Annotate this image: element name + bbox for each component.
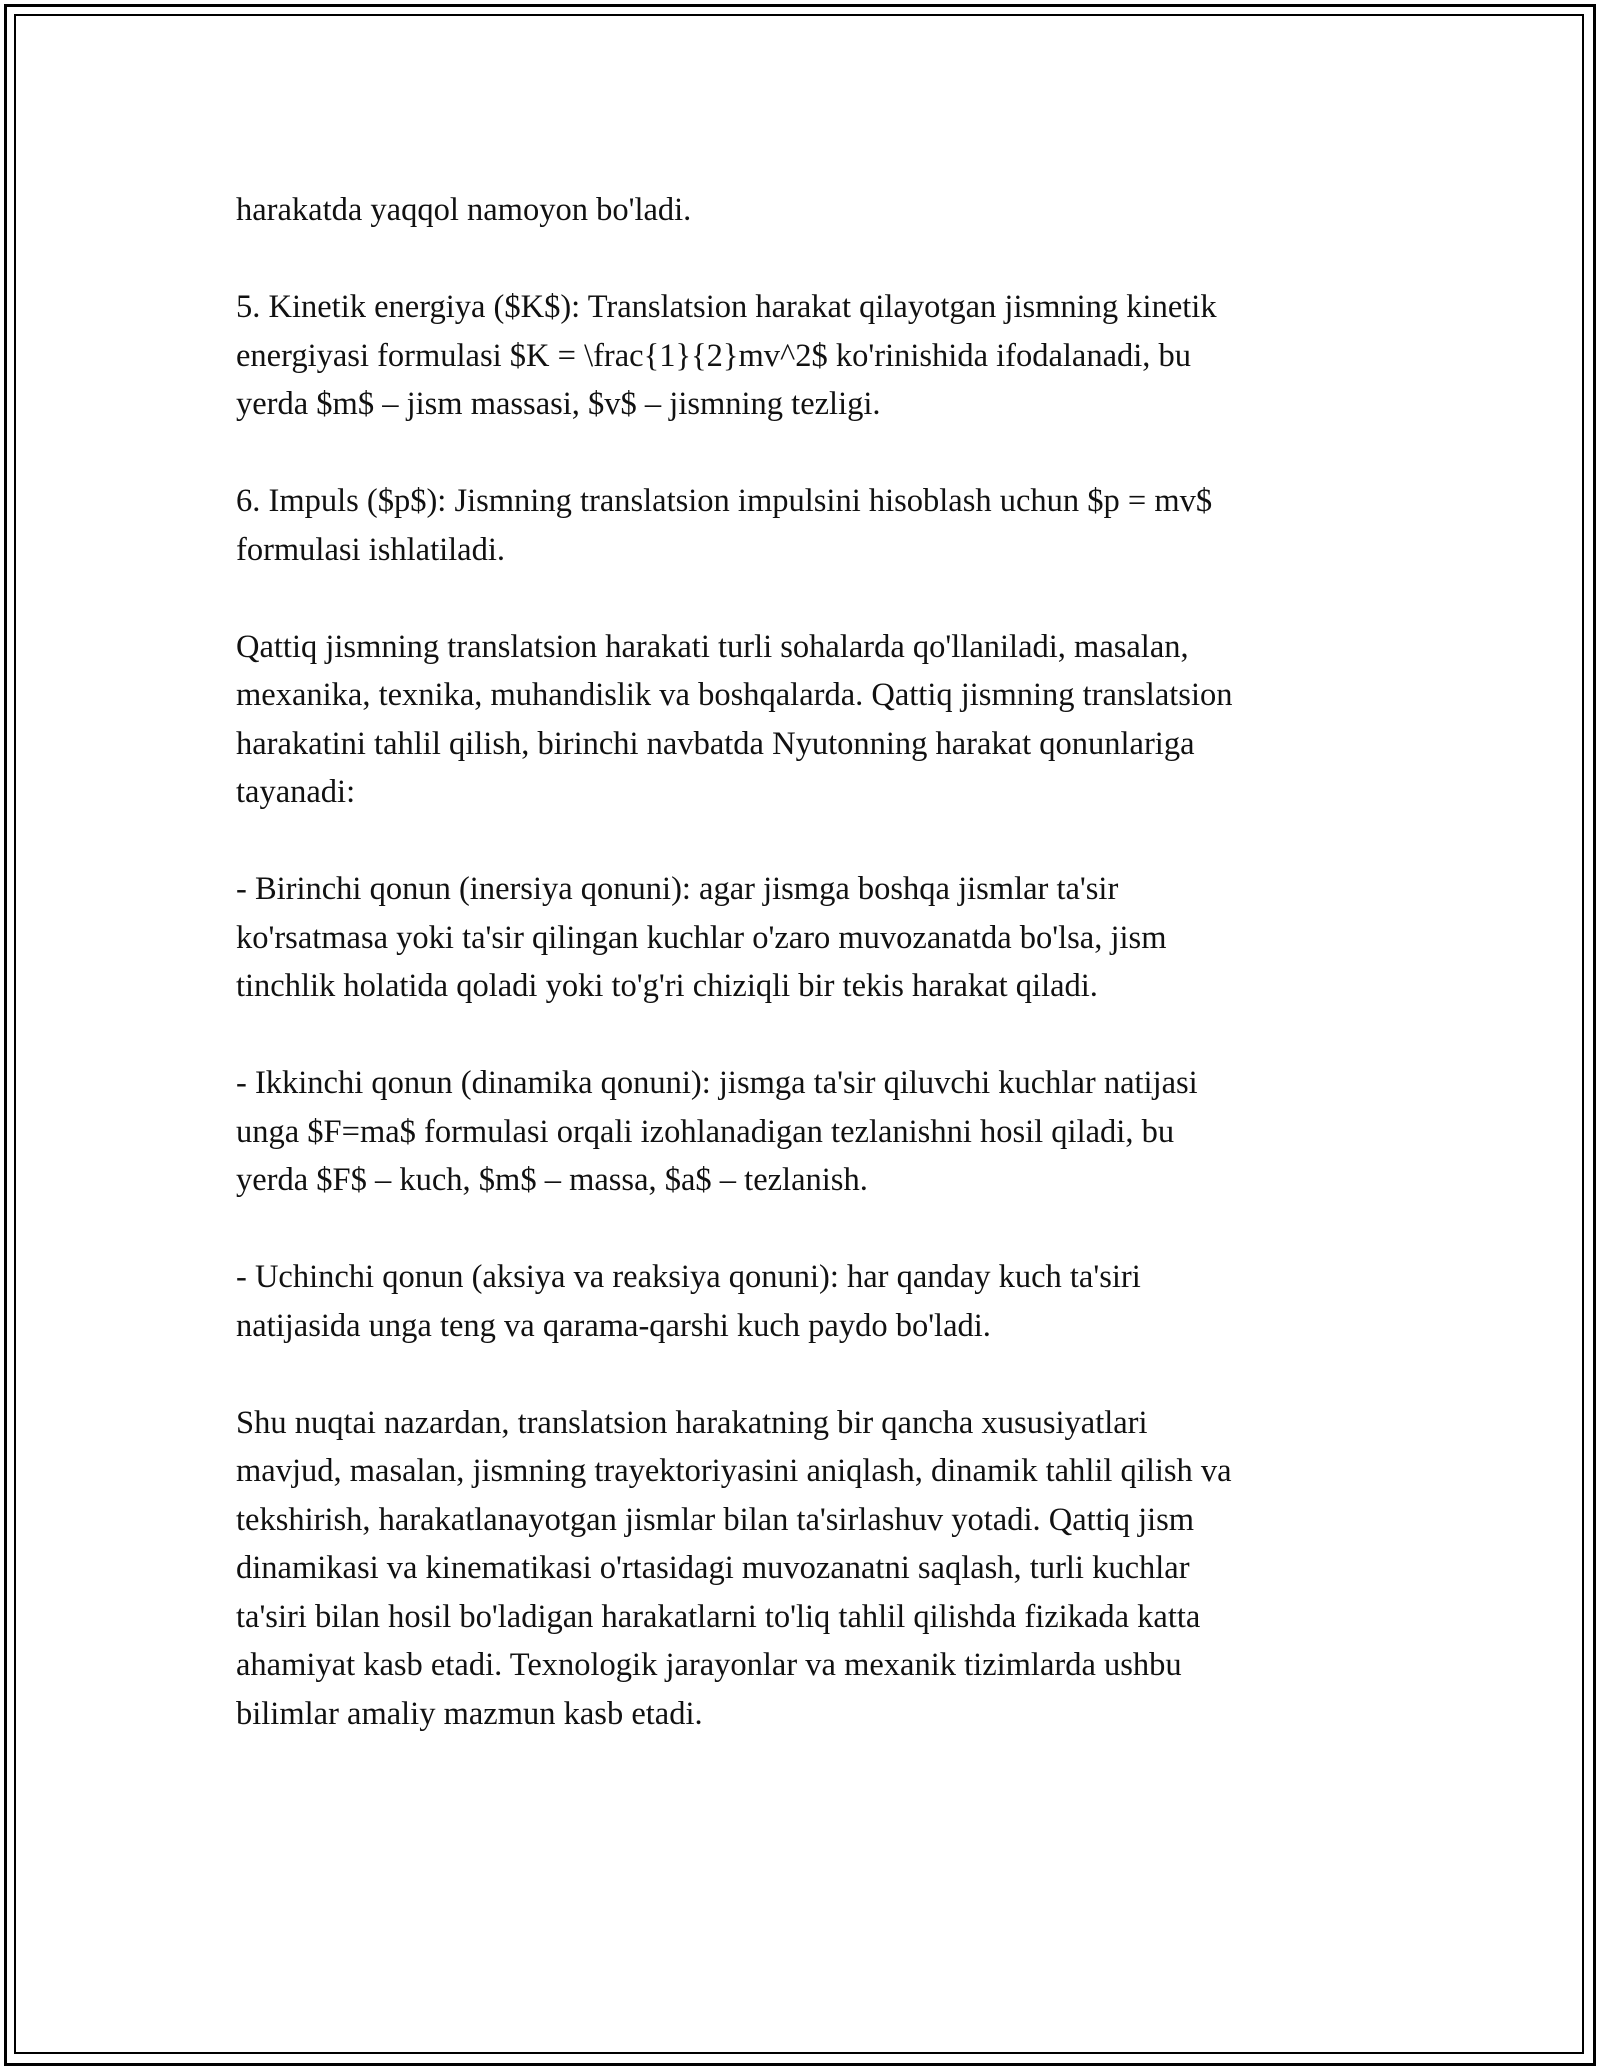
document-body [236, 186, 1366, 1787]
paragraph-second-law: - Ikkinchi qonun (dinamika qonuni): jismga ta'sir qiluvchi kuchlar natijasi unga $F=ma$ formulasi orqali izohlanadigan tezlanishni hosil qiladi, bu yerda $F$ – kuch, $m$ – massa, $a$ – tezlanish. [236, 1065, 1198, 1198]
paragraph-third-law: - Uchinchi qonun (aksiya va reaksiya qonuni): har qanday kuch ta'siri natijasida unga teng va qarama-qarshi kuch paydo bo'ladi. [236, 1259, 1141, 1344]
paragraph-kinetic-energy: 5. Kinetik energiya ($K$): Translatsion harakat qilayotgan jismning kinetik energiyasi formulasi $K = \frac{1}{2}mv^2$ ko'rinishida ifodalanadi, bu yerda $m$ – jism massasi, $v$ – jismning tezligi. [236, 289, 1217, 422]
paragraph-continuation: harakatda yaqqol namoyon bo'ladi. [236, 192, 692, 228]
paragraph-conclusion: Shu nuqtai nazardan, translatsion harakatning bir qancha xususiyatlari mavjud, masalan, jismning trayektoriyasini aniqlash, dinamik tahlil qilish va tekshirish, harakatlanayotgan jismlar bilan ta'sirlashuv yotadi. Qattiq jism dinamikasi va kinematikasi o'rtasidagi muvozanatni saqlash, turli kuchlar ta'siri bilan hosil bo'ladigan harakatlarni to'liq tahlil qilishda fizikada katta ahamiyat kasb etadi. Texnologik jarayonlar va mexanik tizimlarda ushbu bilimlar amaliy mazmun kasb etadi. [236, 1404, 1232, 1732]
paragraph-applications: Qattiq jismning translatsion harakati turli sohalarda qo'llaniladi, masalan, mexanika, texnika, muhandislik va boshqalarda. Qattiq jismning translatsion harakatini tahlil qilish, birinchi navbatda Nyutonning harakat qonunlariga tayanadi: [236, 628, 1233, 810]
paragraph-first-law: - Birinchi qonun (inersiya qonuni): agar jismga boshqa jismlar ta'sir ko'rsatmasa yoki ta'sir qilingan kuchlar o'zaro muvozanatda bo'lsa, jism tinchlik holatida qoladi yoki to'g'ri chiziqli bir tekis harakat qiladi. [236, 871, 1167, 1004]
paragraph-impulse: 6. Impuls ($p$): Jismning translatsion impulsini hisoblash uchun $p = mv$ formulasi ishlatiladi. [236, 483, 1213, 568]
